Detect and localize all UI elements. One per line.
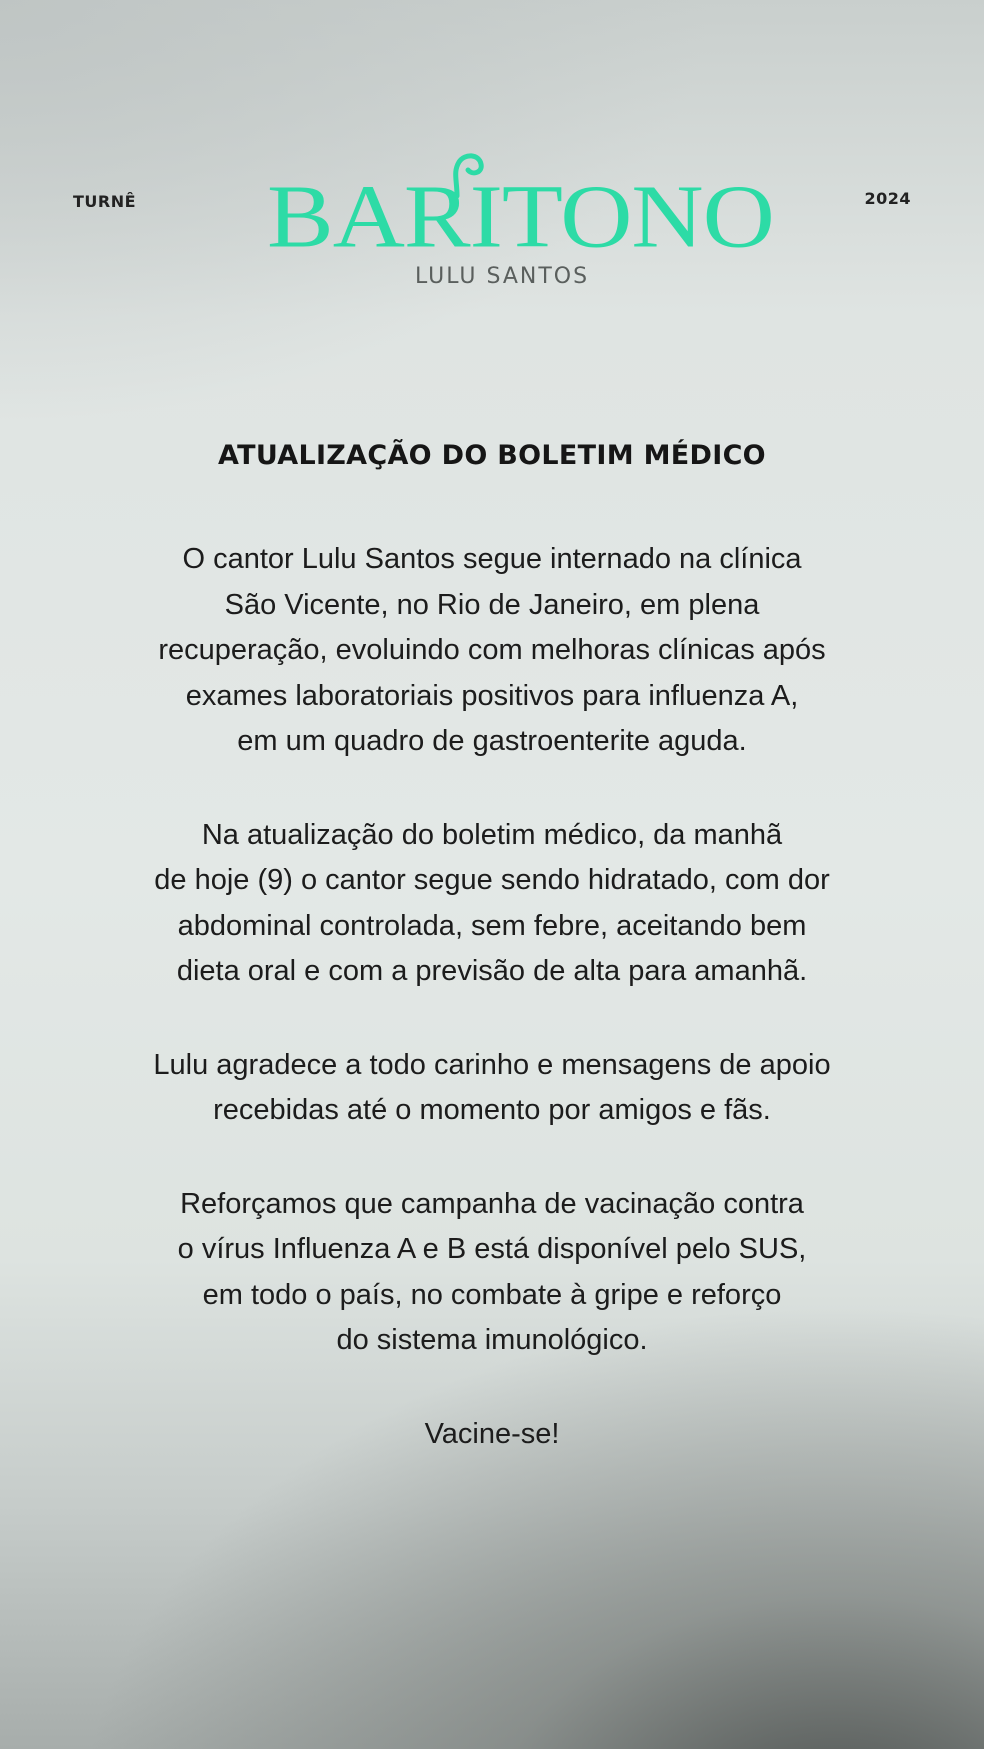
closing-line <box>60 1412 924 1458</box>
paragraph-line: Reforçamos que campanha de vacinação contra <box>180 1187 804 1220</box>
paragraph-1 <box>60 537 924 765</box>
paragraph-2 <box>60 813 924 995</box>
paragraph-line: dieta oral e com a previsão de alta para amanhã. <box>176 955 808 987</box>
paragraph-line: do sistema imunológico. <box>336 1324 648 1356</box>
bulletin-content <box>60 440 924 1505</box>
paragraph-line: em um quadro de gastroenterite aguda. <box>237 725 747 757</box>
paragraph-line: Na atualização do boletim médico, da manhã <box>201 818 783 851</box>
tour-label: TURNÊ <box>73 192 137 211</box>
paragraph-4 <box>60 1182 924 1364</box>
logo-wordmark: BARITONO <box>267 166 774 267</box>
paragraph-line: exames laboratoriais positivos para influenza A, <box>185 679 799 712</box>
baritono-logo <box>267 150 774 300</box>
paragraph-line: recebidas até o momento por amigos e fãs. <box>213 1094 771 1126</box>
year-label: 2024 <box>864 189 911 208</box>
paragraph-line: em todo o país, no combate à gripe e reforço <box>202 1278 782 1311</box>
paragraph-line: Lulu agradece a todo carinho e mensagens de apoio <box>153 1048 831 1081</box>
paragraph-line: O cantor Lulu Santos segue internado na clínica <box>182 543 802 575</box>
bulletin-title: ATUALIZAÇÃO DO BOLETIM MÉDICO <box>218 440 766 471</box>
logo-subtitle: LULU SANTOS <box>414 264 590 289</box>
paragraph-line: Vacine-se! <box>424 1417 560 1450</box>
paragraph-line: recuperação, evoluindo com melhoras clínicas após <box>158 634 826 666</box>
paragraph-line: o vírus Influenza A e B está disponível pelo SUS, <box>177 1233 807 1265</box>
paragraph-line: São Vicente, no Rio de Janeiro, em plena <box>224 588 760 621</box>
paragraph-3 <box>60 1043 924 1134</box>
header <box>0 0 984 320</box>
paragraph-line: abdominal controlada, sem febre, aceitando bem <box>177 909 807 942</box>
paragraph-line: de hoje (9) o cantor segue sendo hidratado, com dor <box>154 864 830 896</box>
